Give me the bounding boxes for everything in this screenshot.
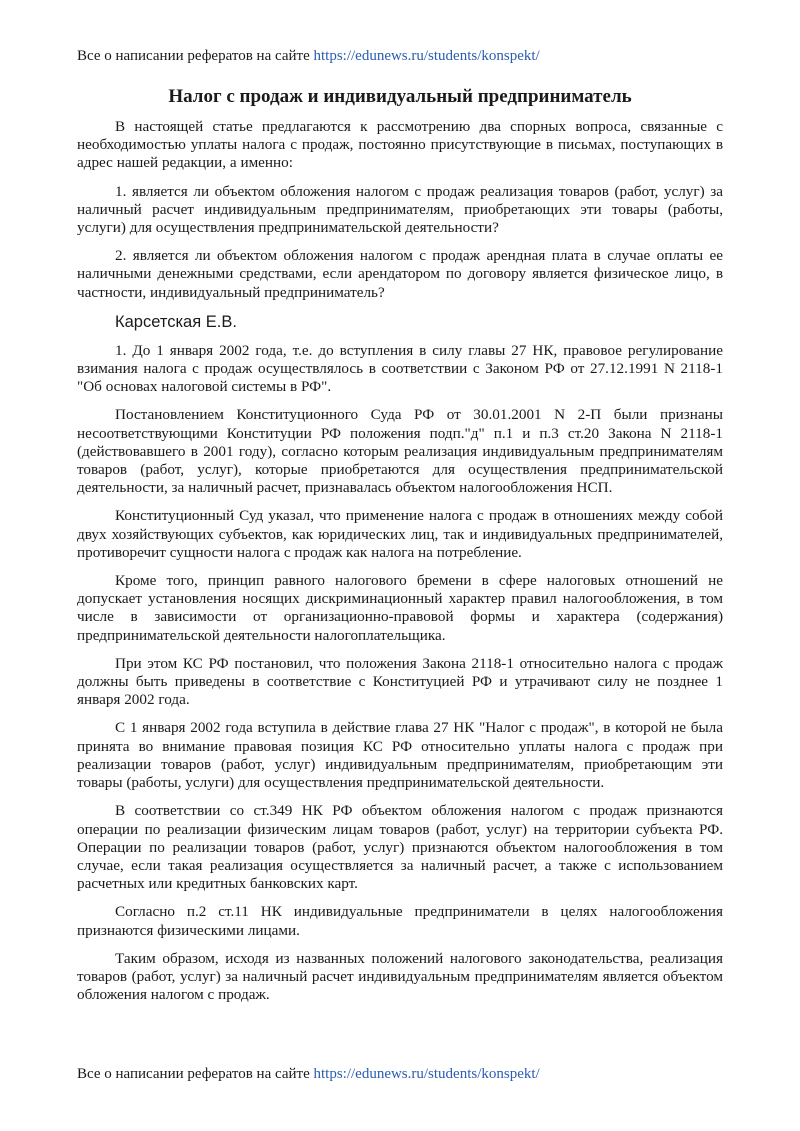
document-body (77, 118, 723, 1014)
paragraph-question-2: 2. является ли объектом обложения налогом с продаж арендная плата в случае оплаты ее наличными денежными средствами, если арендатором по договору является физическое лицо, в частности, индивидуальный предприниматель? (77, 247, 723, 301)
page-footer (77, 1065, 737, 1083)
paragraph: В соответствии со ст.349 НК РФ объектом обложения налогом с продаж признаются операции по реализации физическим лицам товаров (работ, услуг) на территории субъекта РФ. Операции по реализации товаров (работ, услуг) признаются объектом налогообложения в том случае, если такая реализация осуществляется за наличный расчет, а также с использованием расчетных или кредитных банковских карт. (77, 802, 723, 893)
author-name: Карсетская Е.В. (115, 312, 237, 331)
paragraph: Конституционный Суд указал, что применение налога с продаж в отношениях между собой двух хозяйствующих субъектов, как юридических лиц, так и индивидуальных предпринимателей, противоречит сущности налога с продаж как налога на потребление. (77, 507, 723, 561)
footer-link[interactable]: https://edunews.ru/students/konspekt/ (313, 1066, 540, 1082)
page-header (77, 47, 737, 65)
paragraph-intro: В настоящей статье предлагаются к рассмотрению два спорных вопроса, связанные с необходимостью уплаты налога с продаж, постоянно присутствующие в письмах, поступающих в адрес нашей редакции, а именно: (77, 118, 723, 172)
paragraph: Постановлением Конституционного Суда РФ от 30.01.2001 N 2-П были признаны несоответствующими Конституции РФ положения подп."д" п.1 и п.3 ст.20 Закона N 2118-1 (действовавшего в 2001 году), согласно которым реализация индивидуальным предпринимателям товаров (работ, услуг), которые приобретаются для осуществления предпринимательской деятельности, за наличный расчет, признавалась объектом налогообложения НСП. (77, 406, 723, 497)
paragraph: 1. До 1 января 2002 года, т.е. до вступления в силу главы 27 НК, правовое регулирование взимания налога с продаж осуществлялось в соответствии с Законом РФ от 27.12.1991 N 2118-1 "Об основах налоговой системы в РФ". (77, 341, 723, 396)
header-text: Все о написании рефератов на сайте (77, 48, 314, 64)
paragraph: Кроме того, принцип равного налогового бремени в сфере налоговых отношений не допускает установления носящих дискриминационный характер правил налогообложения, в том числе в зависимости от организационно-правовой формы и характера (содержания) предпринимательской деятельности налогоплательщика. (77, 572, 723, 644)
paragraph: Согласно п.2 ст.11 НК индивидуальные предприниматели в целях налогообложения признаются физическими лицами. (77, 903, 723, 939)
paragraph: При этом КС РФ постановил, что положения Закона 2118-1 относительно налога с продаж должны быть приведены в соответствие с Конституцией РФ и утрачивают силу не позднее 1 января 2002 года. (77, 654, 723, 709)
document-title: Налог с продаж и индивидуальный предприниматель (168, 86, 632, 107)
footer-text: Все о написании рефератов на сайте (77, 1066, 314, 1082)
paragraph: С 1 января 2002 года вступила в действие глава 27 НК "Налог с продаж", в которой не была принята во внимание правовая позиция КС РФ относительно уплаты налога с продаж при реализации товаров (работ, услуг) индивидуальным предпринимателям, приобретающим эти товары (работы, услуги) для осуществления предпринимательской деятельности. (77, 719, 723, 792)
paragraph-question-1: 1. является ли объектом обложения налогом с продаж реализация товаров (работ, услуг) за наличный расчет индивидуальным предпринимателям, приобретающих эти товары (работы, услуги) для осуществления предпринимательской деятельности? (77, 182, 723, 237)
header-link[interactable]: https://edunews.ru/students/konspekt/ (313, 48, 540, 64)
paragraph: Таким образом, исходя из названных положений налогового законодательства, реализация товаров (работ, услуг) за наличный расчет индивидуальным предпринимателям является объектом обложения налогом с продаж. (77, 949, 723, 1004)
